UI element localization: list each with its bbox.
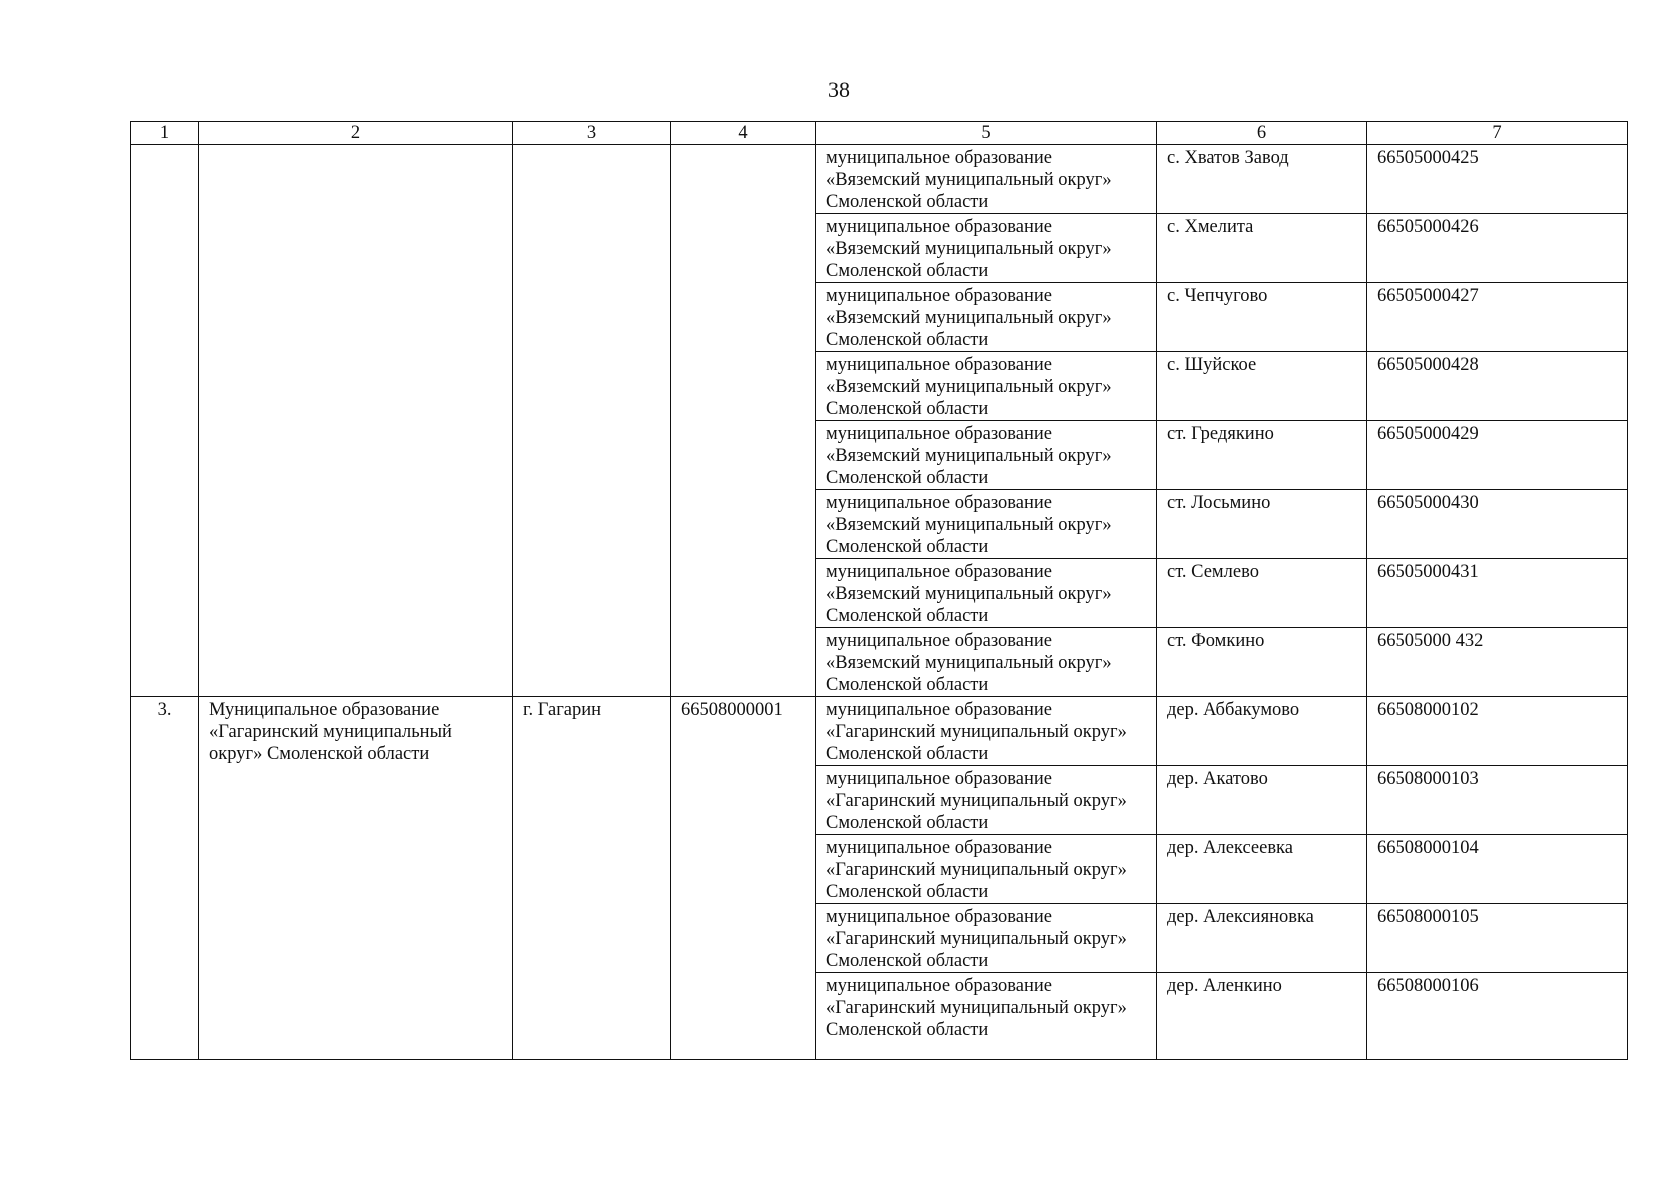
code-cell: 66508000106 (1367, 973, 1628, 1060)
registry-table (130, 121, 1628, 1060)
code-cell: 66508000103 (1367, 766, 1628, 835)
mo-cell: муниципальное образование «Вяземский муниципальный округ» Смоленской области (816, 352, 1157, 421)
column-header: 3 (513, 122, 671, 145)
code-cell: 66505000428 (1367, 352, 1628, 421)
mo-cell: муниципальное образование «Гагаринский муниципальный округ» Смоленской области (816, 835, 1157, 904)
mo-cell: муниципальное образование «Вяземский муниципальный округ» Смоленской области (816, 628, 1157, 697)
municipality-cell: Муниципальное образование «Гагаринский муниципальный округ» Смоленской области (199, 697, 513, 1060)
locality-cell: с. Хватов Завод (1157, 145, 1367, 214)
locality-cell: ст. Гредякино (1157, 421, 1367, 490)
locality-cell: дер. Аленкино (1157, 973, 1367, 1060)
locality-cell: ст. Лосьмино (1157, 490, 1367, 559)
column-header: 1 (131, 122, 199, 145)
mo-cell: муниципальное образование «Вяземский муниципальный округ» Смоленской области (816, 214, 1157, 283)
mo-cell: муниципальное образование «Вяземский муниципальный округ» Смоленской области (816, 421, 1157, 490)
column-header: 4 (671, 122, 816, 145)
center-code-cell (671, 145, 816, 697)
locality-cell: с. Чепчугово (1157, 283, 1367, 352)
center-code-cell: 66508000001 (671, 697, 816, 1060)
code-cell: 66505000 432 (1367, 628, 1628, 697)
table-row (131, 145, 1628, 214)
mo-cell: муниципальное образование «Гагаринский муниципальный округ» Смоленской области (816, 766, 1157, 835)
locality-cell: дер. Алексеевка (1157, 835, 1367, 904)
locality-cell: с. Шуйское (1157, 352, 1367, 421)
code-cell: 66508000105 (1367, 904, 1628, 973)
table-row (131, 697, 1628, 766)
mo-cell: муниципальное образование «Гагаринский муниципальный округ» Смоленской области (816, 904, 1157, 973)
center-cell (513, 145, 671, 697)
row-number-cell (131, 145, 199, 697)
mo-cell: муниципальное образование «Вяземский муниципальный округ» Смоленской области (816, 490, 1157, 559)
locality-cell: дер. Алексияновка (1157, 904, 1367, 973)
mo-cell: муниципальное образование «Вяземский муниципальный округ» Смоленской области (816, 145, 1157, 214)
column-header: 5 (816, 122, 1157, 145)
code-cell: 66505000431 (1367, 559, 1628, 628)
mo-cell: муниципальное образование «Гагаринский муниципальный округ» Смоленской области (816, 973, 1157, 1060)
code-cell: 66505000429 (1367, 421, 1628, 490)
municipality-cell (199, 145, 513, 697)
row-number-cell: 3. (131, 697, 199, 1060)
locality-cell: ст. Семлево (1157, 559, 1367, 628)
locality-cell: дер. Акатово (1157, 766, 1367, 835)
code-cell: 66505000426 (1367, 214, 1628, 283)
locality-cell: с. Хмелита (1157, 214, 1367, 283)
code-cell: 66508000104 (1367, 835, 1628, 904)
mo-cell: муниципальное образование «Вяземский муниципальный округ» Смоленской области (816, 559, 1157, 628)
code-cell: 66505000425 (1367, 145, 1628, 214)
column-header: 2 (199, 122, 513, 145)
mo-cell: муниципальное образование «Гагаринский муниципальный округ» Смоленской области (816, 697, 1157, 766)
code-cell: 66505000430 (1367, 490, 1628, 559)
column-header: 6 (1157, 122, 1367, 145)
code-cell: 66505000427 (1367, 283, 1628, 352)
column-number-row (131, 122, 1628, 145)
page-number: 38 (828, 77, 850, 102)
mo-cell: муниципальное образование «Вяземский муниципальный округ» Смоленской области (816, 283, 1157, 352)
column-header: 7 (1367, 122, 1628, 145)
locality-cell: ст. Фомкино (1157, 628, 1367, 697)
locality-cell: дер. Аббакумово (1157, 697, 1367, 766)
center-cell: г. Гагарин (513, 697, 671, 1060)
code-cell: 66508000102 (1367, 697, 1628, 766)
